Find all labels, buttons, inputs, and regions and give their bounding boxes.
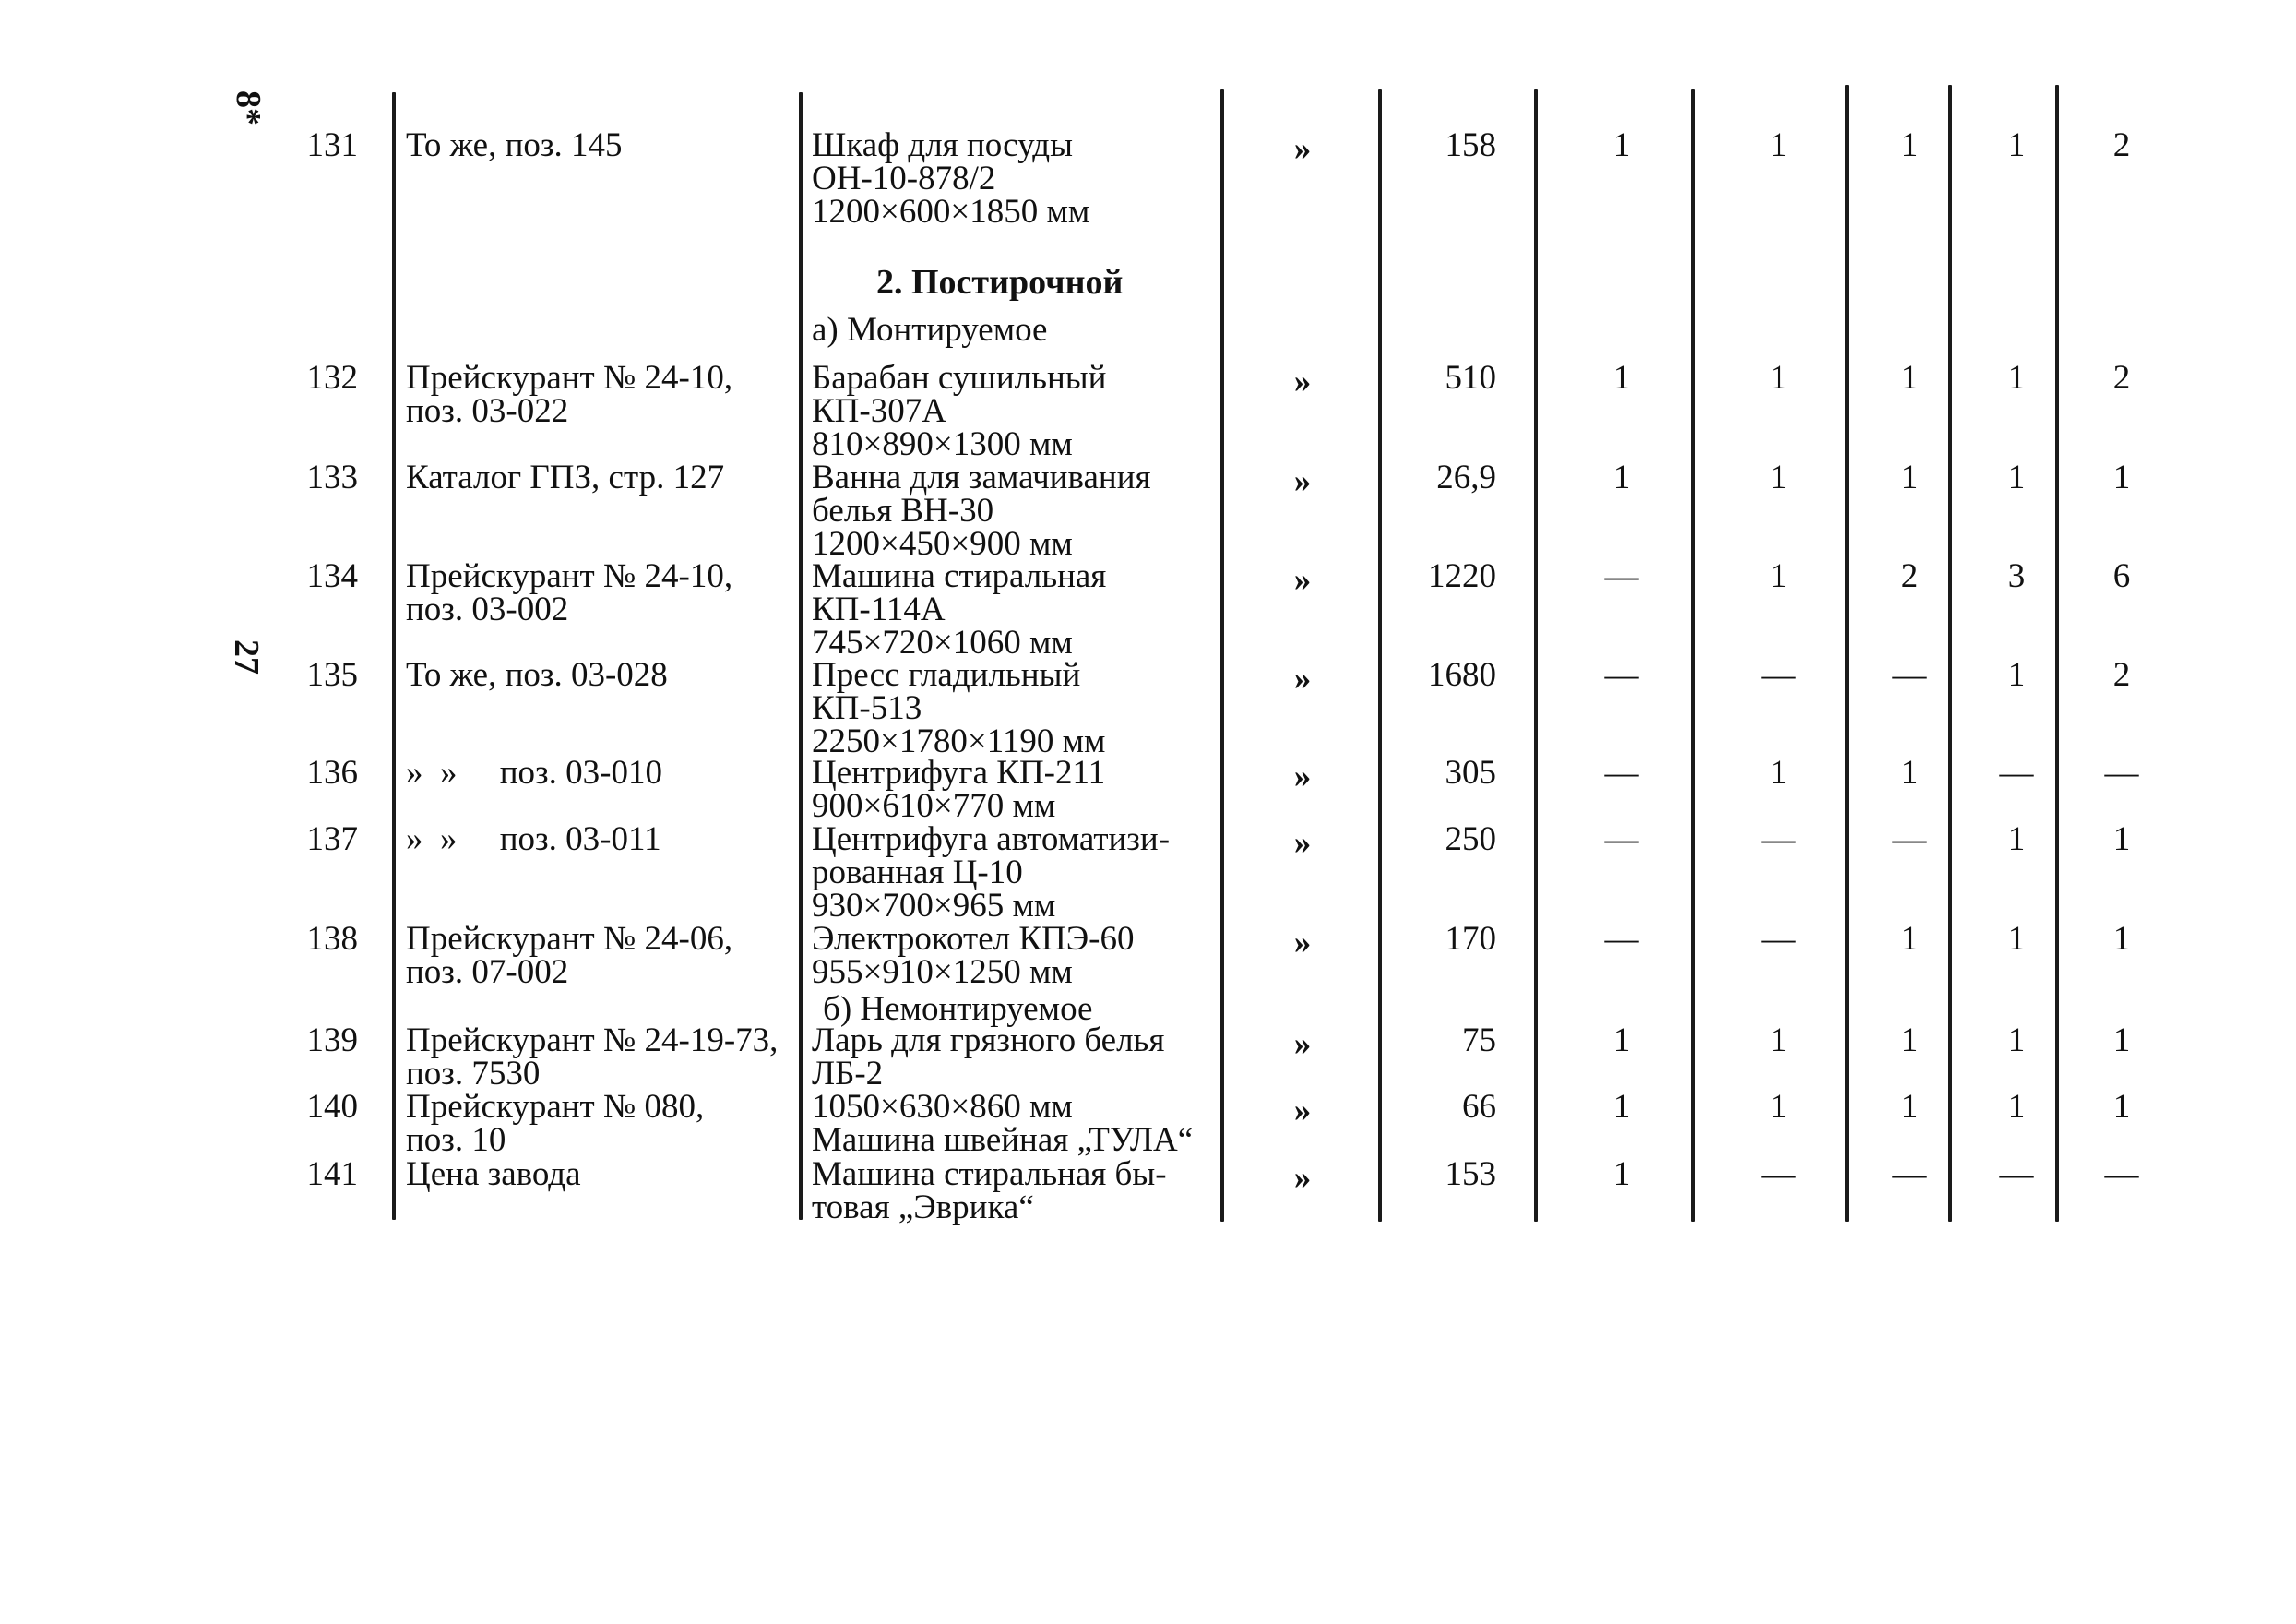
row-quantity-q4: 3 (2007, 557, 2026, 595)
row-source: Цена завода (406, 1155, 581, 1193)
row-price: 75 (1462, 1021, 1496, 1059)
row-quantity-q3: 1 (1900, 1021, 1919, 1059)
row-quantity-q3: 1 (1900, 754, 1919, 792)
column-rule (1691, 89, 1695, 1222)
row-item-name: Центрифуга автоматизи- (812, 820, 1171, 858)
row-item-name: Ларь для грязного белья (812, 1021, 1165, 1059)
row-source: поз. 03-022 (406, 392, 569, 430)
row-source: поз. 07-002 (406, 953, 569, 991)
row-quantity-q3: 1 (1900, 920, 1919, 958)
row-quantity-q4: 1 (2007, 1021, 2026, 1059)
row-item-name: Барабан сушильный (812, 359, 1107, 397)
row-price: 1680 (1428, 656, 1496, 694)
row-source: поз. 03-002 (406, 591, 569, 628)
row-quantity-q3: 1 (1900, 126, 1919, 164)
row-item-name: товая „Эврика“ (812, 1188, 1034, 1226)
row-item-name: КП-307А (812, 392, 946, 430)
row-quantity-q2: 1 (1769, 359, 1788, 397)
row-quantity-q5: 1 (2112, 459, 2131, 496)
row-quantity-q1: 1 (1612, 359, 1631, 397)
page-number: 27 (227, 639, 266, 675)
row-source: То же, поз. 145 (406, 126, 623, 164)
row-quantity-q4: 1 (2007, 820, 2026, 858)
row-quantity-q1: 1 (1612, 1021, 1631, 1059)
row-unit-ditto: » (1293, 130, 1312, 168)
column-rule (799, 92, 803, 1220)
column-rule (1845, 85, 1849, 1222)
row-quantity-q2: 1 (1769, 1088, 1788, 1126)
row-quantity-q1: — (1604, 920, 1639, 958)
row-unit-ditto: » (1293, 363, 1312, 400)
row-quantity-q1: 1 (1612, 1155, 1631, 1193)
row-quantity-q4: 1 (2007, 920, 2026, 958)
row-number: 131 (306, 126, 358, 164)
row-number: 138 (306, 920, 358, 958)
row-unit-ditto: » (1293, 462, 1312, 500)
row-price: 158 (1445, 126, 1496, 164)
row-item-name: КП-114А (812, 591, 946, 628)
row-item-name: 745×720×1060 мм (812, 624, 1073, 662)
row-quantity-q2: — (1761, 920, 1796, 958)
row-quantity-q2: 1 (1769, 126, 1788, 164)
row-item-name: Ванна для замачивания (812, 459, 1151, 496)
row-item-name: 1200×600×1850 мм (812, 193, 1090, 231)
row-item-name: Машина стиральная бы- (812, 1155, 1167, 1193)
row-quantity-q4: — (1999, 1155, 2034, 1193)
row-number: 139 (306, 1021, 358, 1059)
row-unit-ditto: » (1293, 660, 1312, 698)
row-item-name: 1050×630×860 мм (812, 1088, 1073, 1126)
row-quantity-q1: — (1604, 754, 1639, 792)
row-price: 26,9 (1436, 459, 1496, 496)
row-item-name: ЛБ-2 (812, 1055, 884, 1093)
row-number: 132 (306, 359, 358, 397)
row-item-name: 955×910×1250 мм (812, 953, 1073, 991)
row-number: 140 (306, 1088, 358, 1126)
row-source: » » поз. 03-010 (406, 754, 662, 792)
row-quantity-q5: 1 (2112, 820, 2131, 858)
row-quantity-q3: — (1892, 1155, 1927, 1193)
row-quantity-q1: 1 (1612, 459, 1631, 496)
row-source: поз. 7530 (406, 1055, 541, 1093)
row-quantity-q1: — (1604, 820, 1639, 858)
row-price: 153 (1445, 1155, 1496, 1193)
row-quantity-q3: 1 (1900, 359, 1919, 397)
column-rule (1948, 85, 1952, 1222)
subsection-mounted: а) Монтируемое (812, 311, 1048, 349)
row-item-name: 810×890×1300 мм (812, 425, 1073, 463)
row-quantity-q5: 1 (2112, 1088, 2131, 1126)
column-rule (1534, 89, 1538, 1222)
row-quantity-q4: 1 (2007, 359, 2026, 397)
row-quantity-q3: — (1892, 656, 1927, 694)
row-quantity-q4: — (1999, 754, 2034, 792)
row-item-name: 1200×450×900 мм (812, 525, 1073, 563)
row-source: Прейскурант № 24-06, (406, 920, 733, 958)
row-number: 133 (306, 459, 358, 496)
row-source: поз. 10 (406, 1121, 506, 1159)
row-quantity-q5: 1 (2112, 1021, 2131, 1059)
row-quantity-q4: 1 (2007, 1088, 2026, 1126)
row-quantity-q5: 1 (2112, 920, 2131, 958)
row-quantity-q2: — (1761, 656, 1796, 694)
column-rule (392, 92, 396, 1220)
row-source: Прейскурант № 24-10, (406, 359, 733, 397)
row-quantity-q3: 1 (1900, 459, 1919, 496)
row-number: 134 (306, 557, 358, 595)
row-quantity-q4: 1 (2007, 656, 2026, 694)
row-quantity-q3: 2 (1900, 557, 1919, 595)
row-quantity-q1: — (1604, 557, 1639, 595)
row-quantity-q4: 1 (2007, 126, 2026, 164)
row-quantity-q2: 1 (1769, 754, 1788, 792)
row-price: 305 (1445, 754, 1496, 792)
row-quantity-q2: 1 (1769, 1021, 1788, 1059)
row-price: 250 (1445, 820, 1496, 858)
row-unit-ditto: » (1293, 924, 1312, 961)
row-quantity-q2: — (1761, 1155, 1796, 1193)
row-unit-ditto: » (1293, 1092, 1312, 1129)
row-item-name: Электрокотел КПЭ-60 (812, 920, 1135, 958)
row-price: 510 (1445, 359, 1496, 397)
row-item-name: Пресс гладильный (812, 656, 1081, 694)
row-unit-ditto: » (1293, 561, 1312, 599)
row-quantity-q3: — (1892, 820, 1927, 858)
row-item-name: Машина швейная „ТУЛА“ (812, 1121, 1194, 1159)
row-item-name: 930×700×965 мм (812, 887, 1056, 925)
row-unit-ditto: » (1293, 1159, 1312, 1197)
row-item-name: Шкаф для посуды (812, 126, 1073, 164)
row-item-name: рованная Ц-10 (812, 854, 1023, 891)
row-quantity-q2: — (1761, 820, 1796, 858)
subsection-unmounted: б) Немонтируемое (823, 990, 1093, 1028)
row-source: Прейскурант № 24-10, (406, 557, 733, 595)
section-title: 2. Постирочной (876, 263, 1124, 302)
column-rule (1378, 89, 1382, 1222)
row-item-name: 2250×1780×1190 мм (812, 722, 1106, 760)
row-item-name: КП-513 (812, 689, 922, 727)
row-item-name: 900×610×770 мм (812, 787, 1056, 825)
row-price: 66 (1462, 1088, 1496, 1126)
row-quantity-q5: 2 (2112, 126, 2131, 164)
column-rule (2055, 85, 2059, 1222)
row-source: Прейскурант № 24-19-73, (406, 1021, 779, 1059)
row-quantity-q5: 2 (2112, 359, 2131, 397)
row-quantity-q1: — (1604, 656, 1639, 694)
row-quantity-q5: 2 (2112, 656, 2131, 694)
row-quantity-q1: 1 (1612, 126, 1631, 164)
row-quantity-q5: 6 (2112, 557, 2131, 595)
row-quantity-q4: 1 (2007, 459, 2026, 496)
row-source: Каталог ГПЗ, стр. 127 (406, 459, 725, 496)
row-unit-ditto: » (1293, 1025, 1312, 1063)
row-quantity-q5: — (2104, 754, 2139, 792)
row-quantity-q2: 1 (1769, 459, 1788, 496)
row-price: 1220 (1428, 557, 1496, 595)
row-item-name: Машина стиральная (812, 557, 1107, 595)
row-item-name: белья ВН-30 (812, 492, 994, 530)
row-item-name: ОН-10-878/2 (812, 160, 996, 197)
row-number: 137 (306, 820, 358, 858)
row-quantity-q2: 1 (1769, 557, 1788, 595)
column-rule (1220, 89, 1224, 1222)
row-quantity-q5: — (2104, 1155, 2139, 1193)
row-quantity-q3: 1 (1900, 1088, 1919, 1126)
row-item-name: Центрифуга КП-211 (812, 754, 1106, 792)
row-source: » » поз. 03-011 (406, 820, 661, 858)
row-number: 141 (306, 1155, 358, 1193)
row-price: 170 (1445, 920, 1496, 958)
row-unit-ditto: » (1293, 824, 1312, 862)
row-source: Прейскурант № 080, (406, 1088, 705, 1126)
row-number: 135 (306, 656, 358, 694)
row-source: То же, поз. 03-028 (406, 656, 668, 694)
row-quantity-q1: 1 (1612, 1088, 1631, 1126)
row-unit-ditto: » (1293, 758, 1312, 795)
page-mark-top: 8* (229, 90, 268, 125)
row-number: 136 (306, 754, 358, 792)
